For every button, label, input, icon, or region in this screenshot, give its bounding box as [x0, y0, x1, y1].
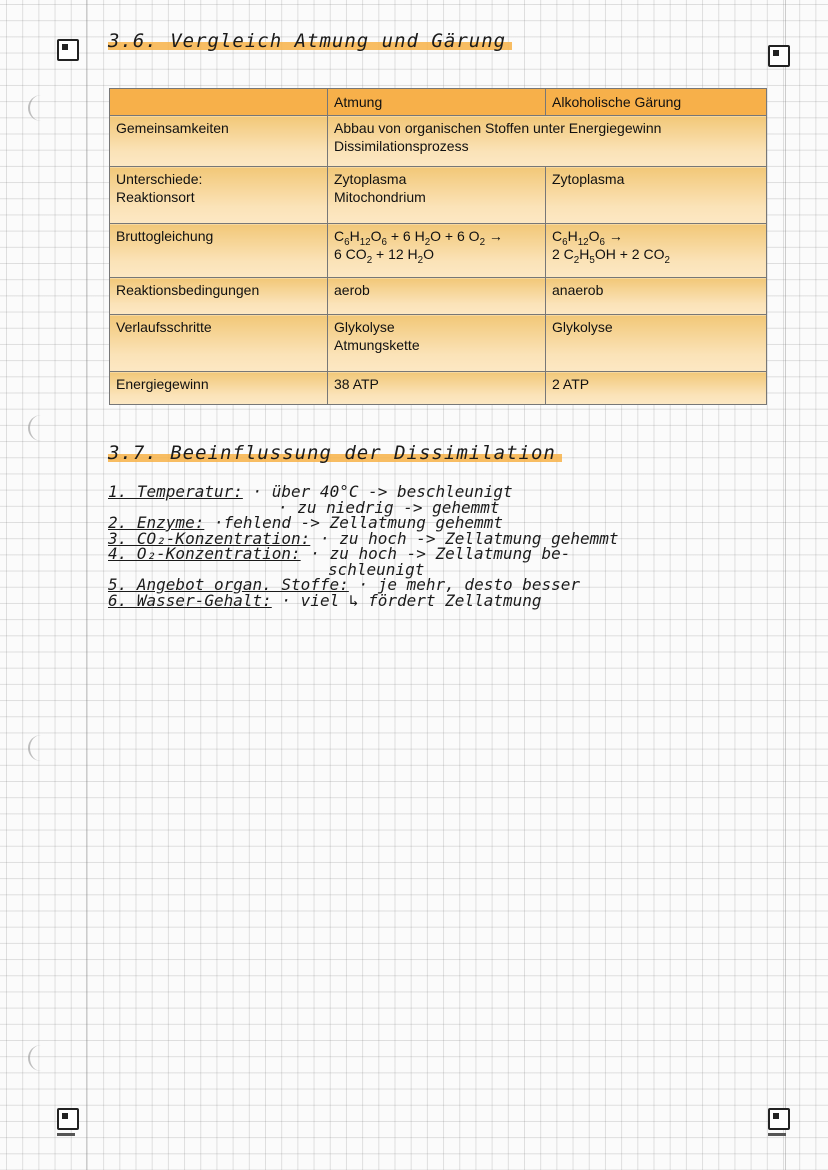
note-text: · zu hoch -> Zellatmung gehemmt — [319, 528, 619, 548]
table-header-cell: Atmung — [328, 89, 546, 116]
gaerung-cell: anaerob — [546, 278, 767, 315]
section-heading-3-6 — [108, 30, 512, 52]
table-row — [110, 372, 767, 405]
left-margin-line — [86, 0, 87, 1170]
merged-cell: Abbau von organischen Stoffen unter Energiegewinn Dissimilationsprozess — [328, 116, 767, 167]
table-row — [110, 315, 767, 372]
corner-marker-icon — [768, 1108, 790, 1130]
note-label: 2. Enzyme: — [108, 513, 205, 532]
atmung-cell: aerob — [328, 278, 546, 315]
gaerung-cell: Zytoplasma — [546, 167, 767, 224]
punch-hole-mark — [28, 95, 44, 121]
gaerung-cell: 2 ATP — [546, 372, 767, 405]
row-label-cell: Reaktionsbedingungen — [110, 278, 328, 315]
note-label: 6. Wasser-Gehalt: — [108, 590, 272, 610]
section-number: 3.7. — [108, 442, 158, 464]
note-label: 4. O₂-Konzentration: — [108, 544, 301, 563]
table-row — [110, 278, 767, 315]
comparison-table — [109, 88, 767, 405]
note-label: 5. Angebot organ. Stoffe: — [108, 575, 349, 594]
corner-marker-icon — [768, 45, 790, 67]
note-text: ·fehlend -> Zellatmung gehemmt — [213, 513, 503, 532]
section-title: Vergleich Atmung und Gärung — [170, 30, 507, 52]
note-label: 1. Temperatur: — [108, 482, 243, 501]
atmung-cell: Zytoplasma Mitochondrium — [328, 167, 546, 224]
atmung-cell: $C_6H_{12}O_6 + 6$ $H_2O + 6$ $O_2$ → 6 $CO_2 + 12$ $H_2O$ — [328, 224, 546, 278]
note-line — [108, 590, 619, 610]
gaerung-cell: Glykolyse — [546, 315, 767, 372]
section-heading-3-7 — [108, 442, 562, 464]
table-header-row — [110, 89, 767, 116]
section-number: 3.6. — [108, 30, 158, 52]
table-row — [110, 116, 767, 167]
note-text: · zu hoch -> Zellatmung be- — [310, 544, 571, 563]
punch-hole-mark — [28, 415, 44, 441]
note-text: · viel ↳ fördert Zellatmung — [281, 590, 542, 610]
note-label: 3. CO₂-Konzentration: — [108, 528, 311, 548]
gaerung-cell: $C_6H_{12}O_6$ → 2 $C_2H_5OH + 2$ $CO_2$ — [546, 224, 767, 278]
table-header-cell — [110, 89, 328, 116]
corner-marker-icon — [57, 39, 79, 61]
row-label-cell: Unterschiede: Reaktionsort — [110, 167, 328, 224]
atmung-cell: 38 ATP — [328, 372, 546, 405]
table-row — [110, 224, 767, 278]
punch-hole-mark — [28, 735, 44, 761]
note-text: · über 40°C -> beschleunigt — [252, 482, 513, 501]
note-text: · zu niedrig -> gehemmt — [278, 497, 500, 517]
row-label-cell: Bruttogleichung — [110, 224, 328, 278]
right-margin-line — [785, 0, 786, 1170]
notes-list — [108, 484, 619, 608]
section-title: Beeinflussung der Dissimilation — [170, 442, 556, 464]
table-header-cell: Alkoholische Gärung — [546, 89, 767, 116]
table-row — [110, 167, 767, 224]
punch-hole-mark — [28, 1045, 44, 1071]
row-label-cell: Gemeinsamkeiten — [110, 116, 328, 167]
note-text: · je mehr, desto besser — [358, 575, 581, 594]
corner-marker-icon — [57, 1108, 79, 1130]
row-label-cell: Verlaufsschritte — [110, 315, 328, 372]
note-text: schleunigt — [328, 559, 425, 579]
row-label-cell: Energiegewinn — [110, 372, 328, 405]
atmung-cell: Glykolyse Atmungskette — [328, 315, 546, 372]
